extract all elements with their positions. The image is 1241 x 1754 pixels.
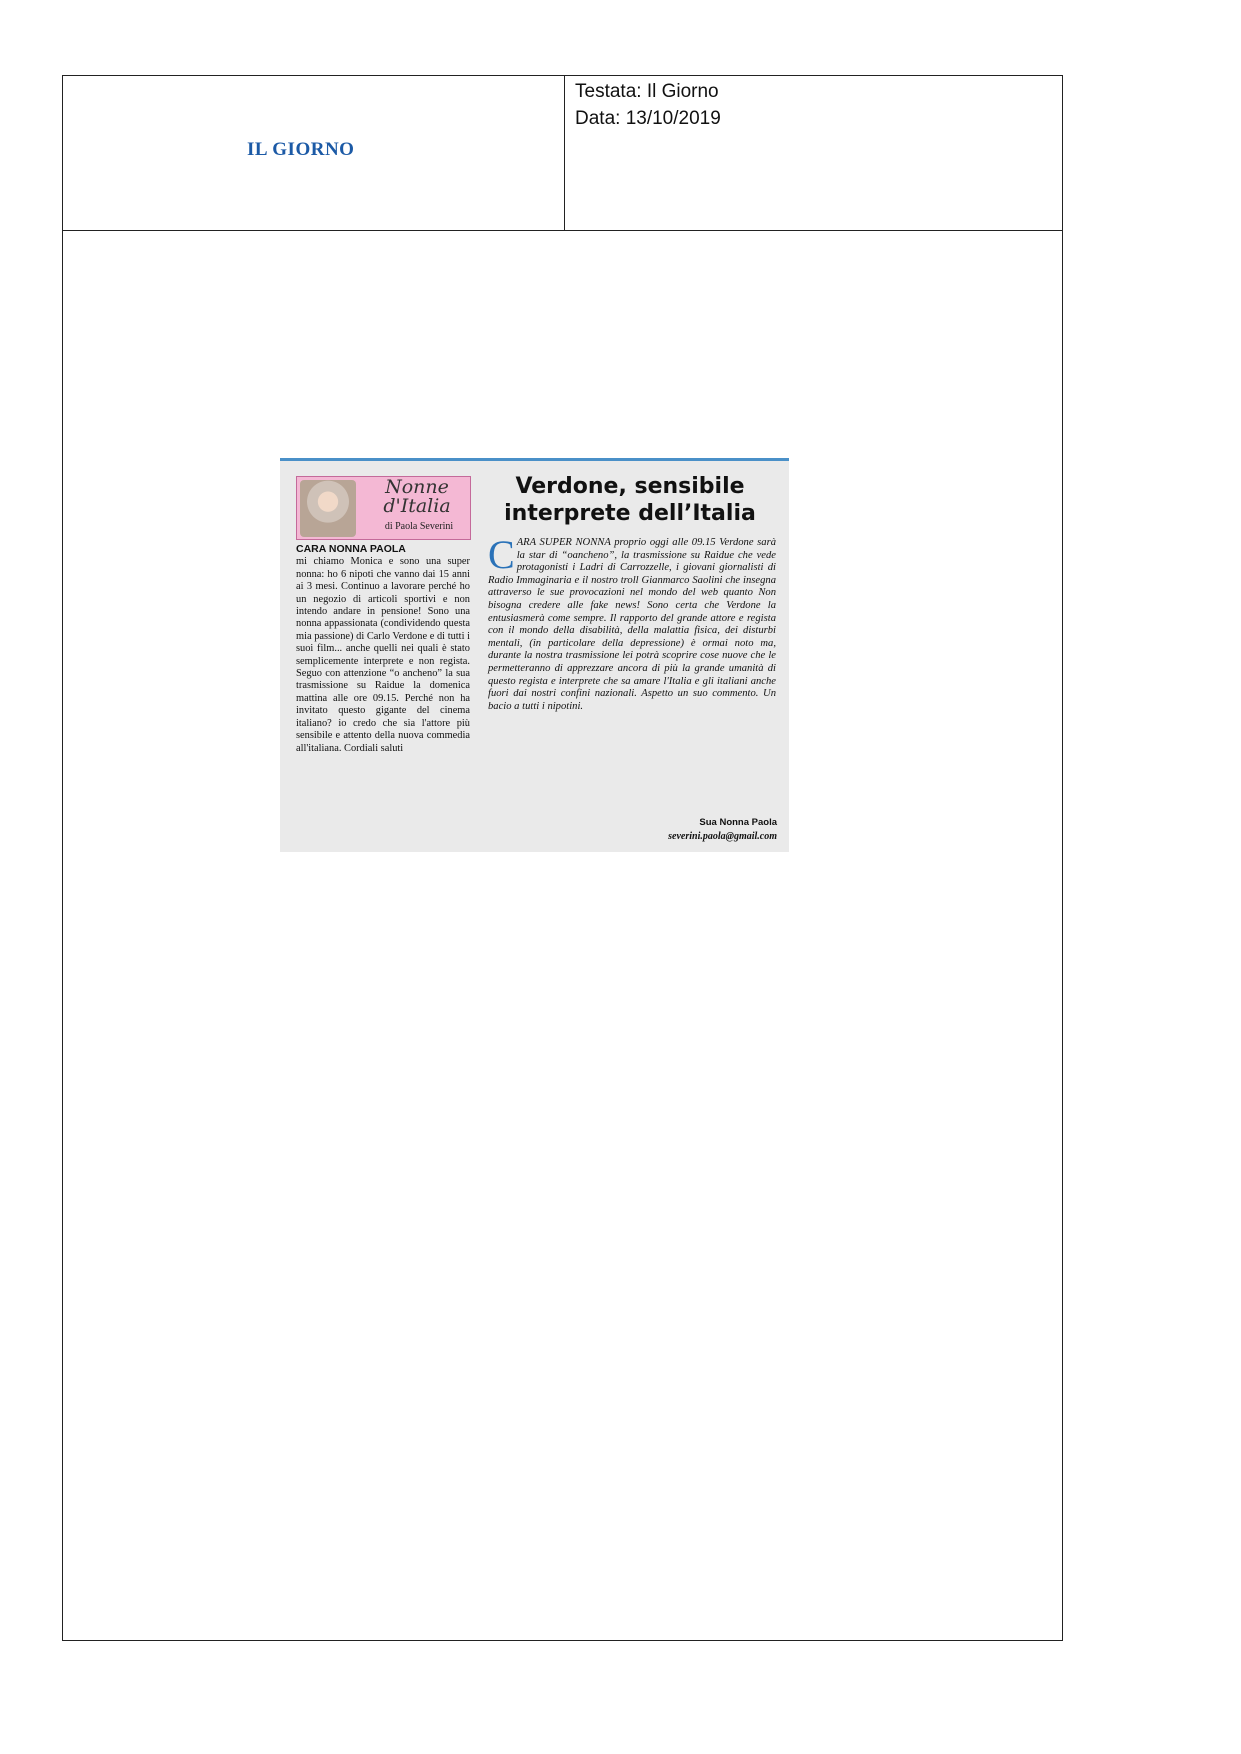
article-headline (485, 473, 775, 527)
letter-heading: CARA NONNA PAOLA (296, 543, 406, 555)
reply-text (488, 532, 776, 713)
column-title-line1: Nonne (385, 476, 449, 498)
drop-cap: C (488, 532, 515, 577)
header-logo-cell (63, 76, 565, 230)
column-byline: di Paola Severini (384, 521, 454, 532)
header-info-cell (575, 78, 721, 132)
column-title-line2: d'Italia (383, 495, 451, 517)
headline-line2: interprete dell’Italia (504, 501, 756, 526)
il-giorno-logo: IL GIORNO (247, 139, 355, 160)
reader-letter (296, 543, 470, 755)
header-row (63, 76, 1062, 231)
data-label: Data: 13/10/2019 (575, 108, 721, 129)
testata-label: Testata: Il Giorno (575, 81, 719, 102)
signature: Sua Nonna Paola (699, 817, 777, 828)
newspaper-clipping (280, 458, 789, 852)
headline-line1: Verdone, sensibile (515, 474, 745, 499)
column-title (365, 478, 469, 516)
letter-body: mi chiamo Monica e sono una super nonna: ho 6 nipoti che vanno dai 15 anni ai 3 mesi. Continuo a lavorare perché ho un negozio di articoli sportivi e non intendo andare in pensione! Sono una nonna appassionata (condividendo questa mia passione) di Carlo Verdone e di tutti i suoi film... anche quelli nei quali è stato semplicemente interprete e non regista. Seguo con attenzione “o ancheno” la sua trasmissione su Raidue la domenica mattina alle ore 09.15. Perché non ha invitato questo gigante del cinema italiano? io credo che sia l'attore più sensibile e attento della nuova commedia all'italiana. Cordiali saluti (296, 556, 470, 754)
author-photo (300, 480, 356, 537)
contact-email: severini.paola@gmail.com (668, 831, 777, 842)
document-frame (62, 75, 1063, 1641)
reply-body: ARA SUPER NONNA proprio oggi alle 09.15 Verdone sarà la star di “oancheno”, la trasmissione su Raidue che vede protagonisti i Ladri di Carrozzelle, i giovani giornalisti di Radio Immaginaria e il nostro troll Gianmarco Saolini che insegna attraverso le sue provocazioni nel mondo del web quanto Non bisogna credere alle fake news! Sono certa che Verdone la entusiasmerà come sempre. Il rapporto del grande attore e regista con il mondo della disabilità, della malattia fisica, dei disturbi mentali, (in particolare della depressione) è ormai noto ma, durante la nostra trasmissione lei potrà scoprire cose nuove che le permetteranno di apprezzare ancora di più la grande umanità di questo regista e interprete che sa amare l'Italia e gli italiani anche fuori dai nostri confini nazionali. Aspetto un suo commento. Un bacio a tutti i nipotini. (488, 537, 776, 712)
column-badge (296, 476, 471, 540)
